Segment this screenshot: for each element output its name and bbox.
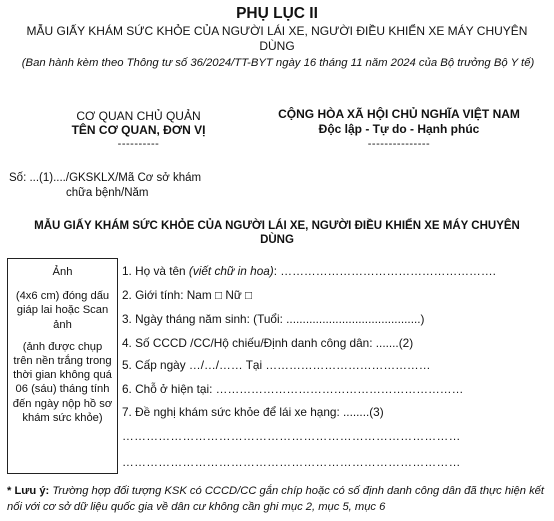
photo-box-line: (ảnh được chụp (22, 340, 103, 353)
field-full-name (122, 264, 552, 279)
photo-box-line: giáp lai hoặc Scan (16, 304, 109, 317)
full-name-label: 1. Họ và tên (122, 264, 189, 278)
field-issue-date[interactable]: 5. Cấp ngày …/…/…… Tại …………………………………… (122, 358, 431, 372)
agency-divider: ---------- (117, 138, 160, 150)
full-name-input-line[interactable]: : ………………………………………………. (273, 264, 496, 278)
field-id-number[interactable]: 4. Số CCCD /CC/Hộ chiếu/Định danh công dân: .......(2) (122, 336, 414, 350)
photo-box-line: (4x6 cm) đóng dấu (15, 290, 110, 303)
photo-box-line: 06 (sáu) tháng tính (15, 383, 110, 396)
photo-box-line: Ảnh (52, 266, 73, 278)
field-date-of-birth[interactable]: 3. Ngày tháng năm sinh: (Tuổi: .........................................) (122, 312, 425, 326)
document-number-line-2: chữa bệnh/Năm (66, 187, 149, 199)
note-label: * Lưu ý: (7, 485, 50, 497)
photo-box-line: khám sức khỏe) (22, 411, 103, 424)
field-current-residence[interactable]: 6. Chỗ ở hiện tại: ……………………………………………………… (122, 382, 464, 396)
photo-box-line: trên nền trắng trong (13, 355, 112, 368)
document-number (9, 171, 219, 201)
photo-box-line: đến ngày nộp hồ sơ (12, 397, 113, 410)
note-paragraph (7, 484, 547, 515)
issuing-agency-block (0, 109, 277, 151)
form-heading: MẪU GIẤY KHÁM SỨC KHỎE CỦA NGƯỜI LÁI XE, NGƯỜI ĐIỀU KHIỂN XE MÁY CHUYÊN DÙNG (26, 24, 528, 53)
promulgation-note: (Ban hành kèm theo Thông tư số 36/2024/TT-BYT ngày 16 tháng 11 năm 2024 của Bộ trưởng Bộ Y tế) (21, 57, 535, 69)
national-header-block (250, 107, 548, 152)
photo-box-line: ảnh (53, 318, 72, 331)
agency-name: TÊN CƠ QUAN, ĐƠN VỊ (71, 123, 206, 137)
governing-body: CƠ QUAN CHỦ QUẢN (76, 109, 201, 123)
field-gender[interactable]: 2. Giới tính: Nam □ Nữ □ (122, 288, 253, 302)
national-motto: Độc lập - Tự do - Hạnh phúc (318, 122, 480, 136)
full-name-hint: (viết chữ in hoa) (188, 264, 274, 278)
motto-divider: --------------- (367, 138, 431, 150)
field-license-class[interactable]: 7. Đề nghị khám sức khỏe để lái xe hạng: ........(3) (122, 405, 384, 419)
note-text: Trường hợp đối tượng KSK có CCCD/CC gắn chíp hoặc có số định danh công dân đã thực hiện kết nối với cơ sở dữ liệu quốc gia về dân cư không cần ghi mục 2, mục 5, mục 6 (7, 485, 545, 513)
national-title: CỘNG HÒA XÃ HỘI CHỦ NGHĨA VIỆT NAM (278, 107, 520, 121)
photo-placeholder-box (7, 258, 118, 474)
appendix-title: PHỤ LỤC II (236, 5, 318, 22)
form-title: MẪU GIẤY KHÁM SỨC KHỎE CỦA NGƯỜI LÁI XE, NGƯỜI ĐIỀU KHIỂN XE MÁY CHUYÊN DÙNG (34, 220, 520, 246)
blank-dotted-line[interactable]: ………………………………………………………………………… (122, 429, 461, 443)
document-number-line-1: Số: ...(1)..../GKSKLX/Mã Cơ sở khám (9, 172, 202, 184)
blank-dotted-line[interactable]: ………………………………………………………………………… (122, 455, 461, 469)
photo-box-line: thời gian không quá (13, 369, 112, 382)
